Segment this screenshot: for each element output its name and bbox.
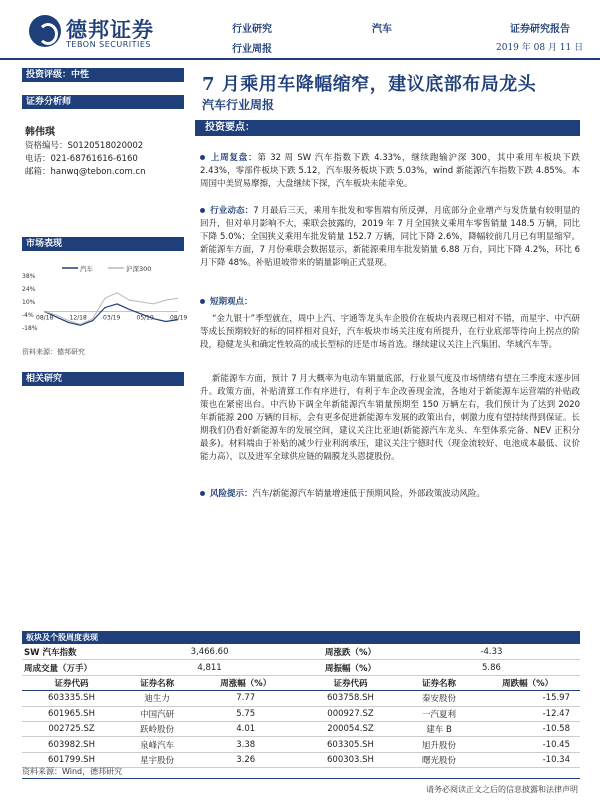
loser-pct: -10.34 <box>475 752 580 767</box>
key-points-bar: 投资要点： <box>195 120 580 136</box>
perf-table-title: 板块及个股周度表现 <box>22 631 580 644</box>
loser-name: 一汽夏利 <box>403 706 475 721</box>
analyst-cert: 资格编号：S0120518020002 <box>25 141 144 151</box>
header-divider <box>0 58 600 60</box>
loser-code: 200054.SZ <box>298 721 403 736</box>
table-row <box>22 721 580 736</box>
y-tick-label: 10% <box>22 299 36 306</box>
table-source: 资料来源：Wind，德邦研究 <box>22 767 123 776</box>
footer-disclaimer: 请务必阅读正文之后的信息披露和法律声明 <box>426 785 578 794</box>
index-label: SW 汽车指数 <box>22 645 121 660</box>
gainer-code: 002725.SZ <box>22 721 121 736</box>
col-header: 证券名称 <box>403 675 475 690</box>
tebon-logo-icon <box>29 15 61 47</box>
volume-row <box>22 660 580 675</box>
loser-name: 建车 B <box>403 721 475 736</box>
report-type: 证券研究报告 <box>510 24 570 35</box>
y-tick-label: 38% <box>22 273 36 280</box>
report-date: 2019 年 08 月 11 日 <box>496 43 584 53</box>
col-header: 周跌幅（%） <box>475 675 580 690</box>
point-risk <box>200 488 580 501</box>
legend-label-auto: 汽车 <box>80 265 93 273</box>
logo-text-cn: 德邦证券 <box>66 17 154 42</box>
analyst-email[interactable]: 邮箱：hanwq@tebon.com.cn <box>25 167 146 177</box>
related-bar: 相关研究 <box>22 372 184 386</box>
bullet-icon <box>200 208 205 213</box>
rating-bar: 投资评级：中性 <box>22 68 184 82</box>
amp-label: 周振幅（%） <box>298 660 403 675</box>
outlook-para-1: “金九银十”季型就在，周中上汽、宇通等龙头车企股价在板块内表现已相对不错，而星宇、中汽研等成长预期较好的标的同样相对良好，汽车板块市场关注度有所提升，在行业底部等待向上拐点的阶段，稳健龙头和确定性较高的成长型标的还是市场首选。继续建议关注上汽集团、华域汽车等。 <box>200 314 580 350</box>
loser-code: 600303.SH <box>298 752 403 767</box>
gainer-code: 601799.SH <box>22 752 121 767</box>
footer-divider <box>22 778 580 779</box>
gainer-pct: 3.38 <box>193 737 298 752</box>
x-tick-label: 03/19 <box>103 314 121 322</box>
gainer-name: 迪生力 <box>121 691 193 706</box>
risk-head: 风险提示： <box>210 489 253 499</box>
market-chart <box>22 262 188 342</box>
point-dynamics-head: 行业动态： <box>210 206 254 216</box>
loser-name: 曙光股份 <box>403 752 475 767</box>
table-row <box>22 737 580 752</box>
bullet-icon <box>200 491 205 496</box>
index-value: 3,466.60 <box>121 645 298 660</box>
outlook-para-2: 新能源车方面，预计 7 月大概率为电动车销量底部，行业景气度及市场情绪有望在三季度末逐步回升。政策方面，补贴清算工作有序进行，有利于车企改善现金流，各地对于新能源车运营端的补贴政策也在紧密出台。中汽协下调全年新能源汽车销量预期至 150 万辆左右，我们预计为了达到 2020 年新能源 200 万辆的目标，会有更多促进新能源车发展的政策出台，刺激力度有望持续得到保证。长期我们仍看好新能源车的发展空间，建议关注比亚迪(新能源汽车龙头、车型体系完备、NEV 正积分最多)。材料端由于补贴的减少行业利润承压，建议关注宁德时代（现金流较好、电池成本最低、议价能力高），以及进军全球供应链的隔膜龙头恩捷股份。 <box>200 374 580 462</box>
point-review <box>200 152 580 191</box>
legend-label-hs300: 沪深300 <box>126 265 152 273</box>
risk-text: 汽车/新能源汽车销量增速低于预期风险，外部政策波动风险。 <box>252 489 485 499</box>
y-tick-label: -4% <box>22 312 34 319</box>
y-tick-label: -18% <box>22 325 38 332</box>
analyst-phone: 电话：021-68761616-6160 <box>25 154 138 164</box>
change-label: 周涨跌（%） <box>298 645 403 660</box>
point-dynamics-text: 7 月最后三天，乘用车批发和零售端有所反弹，月底部分企业增产与发货量有较明显的回升，但对单月影响不大，乘联会披露的，2019 年 7 月全国狭义乘用车零售销量 148.5 万辆，同比下降 5.0%；全国狭义乘用车批发销量 152.7 万辆，同比下降 2.6%，降幅较前几月已有明显缩窄。新能源车方面，7 月份乘联会数据显示，新能源乘用车批发销量 6.88 万台，同比下降 4.2%，环比 6 月下降 48%。补贴退坡带来的销量影响正式显现。 <box>200 206 580 268</box>
amp-value: 5.86 <box>403 660 580 675</box>
loser-code: 603305.SH <box>298 737 403 752</box>
loser-pct: -10.45 <box>475 737 580 752</box>
change-value: -4.33 <box>403 645 580 660</box>
report-title: 7 月乘用车降幅缩窄，建议底部布局龙头 <box>202 74 537 95</box>
y-tick-label: 24% <box>22 286 36 293</box>
volume-label: 周成交量（万手） <box>22 660 121 675</box>
loser-code: 000927.SZ <box>298 706 403 721</box>
point-review-text: 第 32 周 SW 汽车指数下跌 4.33%，继续跑输沪深 300，其中乘用车板块下跌 2.43%，零部件板块下跌 5.12，汽车服务板块下跌 5.03%，wind 新能源汽车指数下跌 4.85%。本周国中美贸易摩擦，大盘继续下探，汽车板块未能幸免。 <box>200 153 580 189</box>
gainer-name: 中国汽研 <box>121 706 193 721</box>
col-header: 证券名称 <box>121 675 193 690</box>
loser-pct: -12.47 <box>475 706 580 721</box>
report-subtitle: 汽车行业周报 <box>202 98 275 112</box>
sector-label: 汽车 <box>372 24 392 35</box>
market-bar: 市场表现 <box>22 237 184 251</box>
gainer-name: 泉峰汽车 <box>121 737 193 752</box>
point-outlook-head: 短期观点： <box>210 297 253 307</box>
x-tick-label: 08/18 <box>36 314 54 322</box>
col-header: 证券代码 <box>22 675 121 690</box>
market-chart-svg <box>22 262 188 342</box>
gainer-code: 603982.SH <box>22 737 121 752</box>
gainer-code: 603335.SH <box>22 691 121 706</box>
volume-value: 4,811 <box>121 660 298 675</box>
analyst-bar: 证券分析师 <box>22 95 184 109</box>
gainer-name: 跃岭股份 <box>121 721 193 736</box>
table-row <box>22 691 580 706</box>
logo-text-en: TEBON SECURITIES <box>66 40 151 49</box>
gainer-pct: 5.75 <box>193 706 298 721</box>
bullet-icon <box>200 155 205 160</box>
gainer-name: 星宇股份 <box>121 752 193 767</box>
gainer-pct: 3.26 <box>193 752 298 767</box>
column-header-row <box>22 675 580 690</box>
loser-name: 旭升股份 <box>403 737 475 752</box>
loser-code: 603758.SH <box>298 691 403 706</box>
col-header: 证券代码 <box>298 675 403 690</box>
point-outlook <box>200 296 580 309</box>
index-row <box>22 645 580 660</box>
table-row <box>22 706 580 721</box>
analyst-name: 韩伟琪 <box>25 127 55 138</box>
loser-pct: -15.97 <box>475 691 580 706</box>
x-tick-label: 12/18 <box>69 314 87 322</box>
point-dynamics <box>200 205 580 270</box>
loser-name: 秦安股份 <box>403 691 475 706</box>
loser-pct: -10.58 <box>475 721 580 736</box>
category-weekly: 行业周报 <box>232 44 272 55</box>
bullet-icon <box>200 299 205 304</box>
gainer-pct: 7.77 <box>193 691 298 706</box>
report-header <box>0 0 600 62</box>
col-header: 周涨幅（%） <box>193 675 298 690</box>
gainer-pct: 4.01 <box>193 721 298 736</box>
x-tick-label: 05/19 <box>136 314 154 322</box>
point-review-head: 上周复盘： <box>210 153 258 163</box>
gainer-code: 601965.SH <box>22 706 121 721</box>
category-research: 行业研究 <box>232 24 272 35</box>
chart-source: 资料来源：德邦研究 <box>22 348 85 356</box>
x-tick-label: 08/19 <box>170 314 188 322</box>
perf-table <box>22 645 580 768</box>
